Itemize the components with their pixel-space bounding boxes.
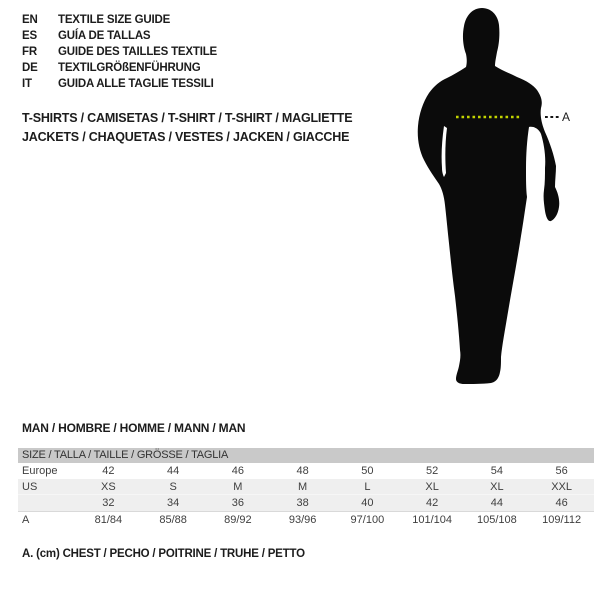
man-silhouette-figure	[410, 0, 600, 400]
list-item	[22, 44, 217, 60]
size-value: 44	[167, 465, 180, 477]
man-silhouette	[418, 8, 560, 384]
table-row-europe	[18, 463, 594, 479]
size-value: 46	[231, 465, 244, 477]
row-label: Europe	[22, 465, 58, 477]
size-value: M	[233, 481, 243, 493]
size-table	[18, 448, 594, 527]
size-value: S	[169, 481, 177, 493]
product-line-jackets: JACKETS / CHAQUETAS / VESTES / JACKEN / GIACCHE	[22, 129, 350, 144]
size-value: 109/112	[542, 514, 582, 526]
list-item	[22, 60, 217, 76]
language-code: IT	[22, 78, 32, 90]
product-line-tshirts: T-SHIRTS / CAMISETAS / T-SHIRT / T-SHIRT / MAGLIETTE	[22, 111, 353, 125]
language-label: TEXTILE SIZE GUIDE	[58, 14, 171, 26]
language-code: DE	[22, 62, 38, 74]
size-value: 46	[555, 497, 568, 509]
language-code: EN	[22, 14, 38, 26]
size-value: 42	[102, 465, 115, 477]
list-item	[22, 28, 217, 44]
size-value: XL	[490, 481, 504, 493]
language-list	[22, 12, 217, 92]
table-row-chest-cm	[18, 511, 594, 527]
list-item	[22, 12, 217, 28]
size-value: 56	[555, 465, 568, 477]
size-value: XS	[101, 481, 116, 493]
row-label: A	[22, 514, 30, 526]
table-row-us	[18, 479, 594, 495]
product-types	[22, 109, 352, 146]
table-row-us-numeric	[18, 495, 594, 511]
size-value: XXL	[551, 481, 573, 493]
size-value: XL	[425, 481, 439, 493]
size-value: 52	[426, 465, 439, 477]
size-value: 101/104	[412, 514, 452, 526]
size-value: 81/84	[94, 514, 123, 526]
size-value: 89/92	[224, 514, 252, 526]
list-item	[22, 76, 217, 92]
language-label: GUIDE DES TAILLES TEXTILE	[58, 46, 217, 58]
size-value: M	[298, 481, 308, 493]
language-label: GUIDA ALLE TAGLIE TESSILI	[58, 78, 214, 90]
language-code: FR	[22, 46, 37, 58]
language-label: GUÍA DE TALLAS	[58, 30, 151, 42]
size-value: 32	[102, 497, 115, 509]
size-value: 97/100	[350, 514, 385, 526]
size-value: 44	[490, 497, 503, 509]
size-value: 38	[296, 497, 309, 509]
language-label: TEXTILGRÖßENFÜHRUNG	[58, 62, 201, 74]
size-value: 36	[231, 497, 244, 509]
size-value: 40	[361, 497, 374, 509]
row-label: US	[22, 481, 38, 493]
size-value: 34	[167, 497, 180, 509]
size-value: L	[364, 481, 371, 493]
size-value: 93/96	[288, 514, 317, 526]
row-label	[18, 495, 76, 511]
size-table-header: SIZE / TALLA / TAILLE / GRÖSSE / TAGLIA	[18, 448, 594, 463]
measure-a-label: A	[562, 110, 571, 124]
size-value: 50	[361, 465, 374, 477]
measurement-footnote: A. (cm) CHEST / PECHO / POITRINE / TRUHE / PETTO	[22, 548, 305, 560]
language-code: ES	[22, 30, 37, 42]
size-value: 48	[296, 465, 309, 477]
size-value: 54	[490, 465, 503, 477]
size-value: 85/88	[159, 514, 187, 526]
gender-heading: MAN / HOMBRE / HOMME / MANN / MAN	[22, 421, 246, 435]
size-value: 105/108	[476, 514, 517, 526]
size-value: 42	[426, 497, 439, 509]
